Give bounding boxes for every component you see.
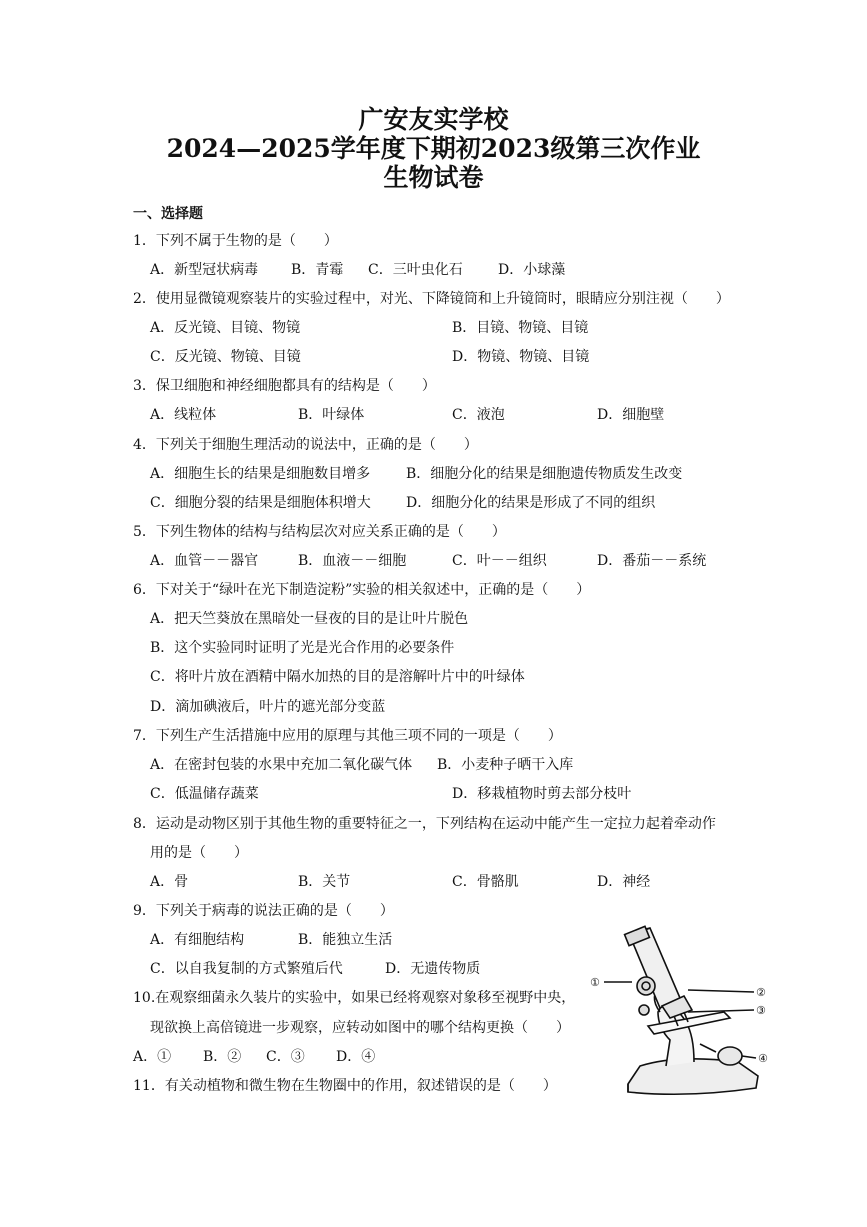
option: B．细胞分化的结果是细胞遗传物质发生改变 [406,466,683,482]
option: B．关节 [298,874,351,890]
option: A．在密封包装的水果中充加二氧化碳气体 [150,757,413,773]
option: A．新型冠状病毒 [150,262,259,278]
option: B．青霉 [291,262,344,278]
option: B．能独立生活 [298,932,393,948]
question-stem-cont: 用的是（ ） [150,845,248,861]
option: B．血液－－细胞 [298,553,407,569]
question-stem: 4．下列关于细胞生理活动的说法中，正确的是（ ） [133,437,478,453]
question-stem: 11．有关动植物和微生物在生物圈中的作用，叙述错误的是（ ） [133,1078,557,1094]
option: C．反光镜、物镜、目镜 [150,349,301,365]
option: C．骨骼肌 [452,874,519,890]
question-stem: 10.在观察细菌永久装片的实验中，如果已经将观察对象移至视野中央， [133,990,576,1006]
question-stem: 5．下列生物体的结构与结构层次对应关系正确的是（ ） [133,524,506,540]
question-stem: 6．下对关于“绿叶在光下制造淀粉”实验的相关叙述中，正确的是（ ） [133,582,591,598]
question-stem: 8．运动是动物区别于其他生物的重要特征之一，下列结构在运动中能产生一定拉力起着牵动作 [133,816,716,832]
question-stem: 2．使用显微镜观察装片的实验过程中，对光、下降镜筒和上升镜筒时，眼睛应分别注视（ ） [133,291,730,307]
option: A．把天竺葵放在黑暗处一昼夜的目的是让叶片脱色 [150,611,469,627]
option: C．细胞分裂的结果是细胞体积增大 [150,495,371,511]
option: B．叶绿体 [298,407,365,423]
option: C．低温储存蔬菜 [150,786,259,802]
option: B．目镜、物镜、目镜 [452,320,589,336]
figure-label: ① [590,976,600,989]
option: A．骨 [150,874,189,890]
figure-label: ② [756,986,766,999]
option: C．以自我复制的方式繁殖后代 [150,961,343,977]
option: B．② [203,1049,242,1065]
option: A．① [133,1049,172,1065]
option: D．无遗传物质 [385,961,481,977]
figure-label: ③ [756,1004,766,1017]
option: A．反光镜、目镜、物镜 [150,320,301,336]
subject-title: 生物试卷 [383,163,484,192]
option: D．物镜、物镜、目镜 [452,349,590,365]
exam-subtitle: 2024—2025学年度下期初2023级第三次作业 [166,134,701,163]
question-stem: 3．保卫细胞和神经细胞都具有的结构是（ ） [133,378,436,394]
option: D．滴加碘液后，叶片的遮光部分变蓝 [150,699,386,715]
option: A．细胞生长的结果是细胞数目增多 [150,466,371,482]
option: D．细胞壁 [597,407,665,423]
question-stem: 1．下列不属于生物的是（ ） [133,233,338,249]
section-heading: 一、选择题 [133,206,203,222]
option: B．这个实验同时证明了光是光合作用的必要条件 [150,640,455,656]
question-stem: 7．下列生产生活措施中应用的原理与其他三项不同的一项是（ ） [133,728,562,744]
question-stem: 9．下列关于病毒的说法正确的是（ ） [133,903,394,919]
option: D．④ [336,1049,376,1065]
school-name: 广安友实学校 [358,105,509,134]
option: D．小球藻 [498,262,566,278]
option: C．三叶虫化石 [368,262,463,278]
option: D．细胞分化的结果是形成了不同的组织 [406,495,656,511]
option: B．小麦种子晒干入库 [437,757,574,773]
option: C．③ [266,1049,305,1065]
question-stem-cont: 现欲换上高倍镜进一步观察，应转动如图中的哪个结构更换（ ） [150,1020,570,1036]
option: A．线粒体 [150,407,217,423]
option: C．将叶片放在酒精中隔水加热的目的是溶解叶片中的叶绿体 [150,669,525,685]
option: D．移栽植物时剪去部分枝叶 [452,786,632,802]
option: A．血管－－器官 [150,553,259,569]
figure-label: ④ [758,1052,768,1065]
option: C．叶－－组织 [452,553,547,569]
option: D．番茄－－系统 [597,553,707,569]
option: A．有细胞结构 [150,932,245,948]
microscope-figure [588,916,778,1106]
option: C．液泡 [452,407,505,423]
option: D．神经 [597,874,651,890]
